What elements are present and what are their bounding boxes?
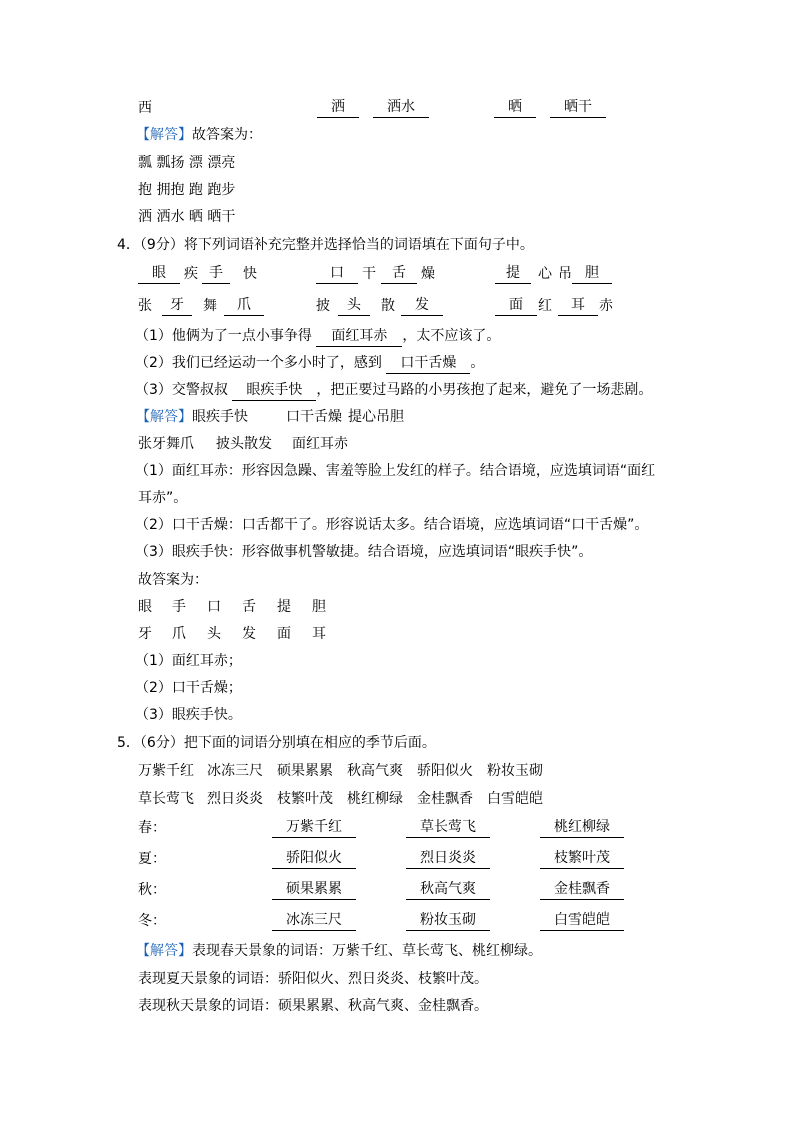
q4-explanation-1b: 耳赤”。 xyxy=(138,490,188,506)
q4-final-sentence-1: （1）面红耳赤； xyxy=(135,653,242,669)
q3-answer-row-2: 抱 拥抱 跑 跑步 xyxy=(138,182,236,198)
idiom-blank: 发 xyxy=(401,296,443,316)
q4-explanation-1a: （1）面红耳赤：形容因急躁、害羞等脸上发红的样子。结合语境，应选填词语“面红 xyxy=(135,463,656,479)
idiom-blank: 头 xyxy=(338,296,370,316)
q3-answer-row-3: 洒 洒水 晒 晒干 xyxy=(138,209,236,225)
sentence-blank: 口干舌燥 xyxy=(386,354,470,374)
q4-answer-row-1: 【解答】眼疾手快 口干舌燥 提心吊胆 xyxy=(136,409,404,425)
q5-answer-3: 表现秋天景象的词语：硕果累累、秋高气爽、金桂飘香。 xyxy=(138,998,488,1014)
idiom-blank: 面 xyxy=(495,296,537,316)
season-blank: 硕果累累 xyxy=(272,880,356,900)
sentence-blank: 眼疾手快 xyxy=(232,381,316,401)
idiom-blank: 舌 xyxy=(381,264,417,284)
q3-blank-4: 晒干 xyxy=(550,98,606,118)
season-blank: 冰冻三尺 xyxy=(272,911,356,931)
answer-label: 【解答】 xyxy=(136,127,192,143)
sentence-blank: 面红耳赤 xyxy=(316,327,402,347)
q4-final-sentence-3: （3）眼疾手快。 xyxy=(135,707,242,723)
q4-sentence-2: （2）我们已经运动一个多小时了，感到 口干舌燥 。 xyxy=(135,353,484,373)
answer-label: 【解答】 xyxy=(136,943,192,959)
idiom-blank: 眼 xyxy=(138,264,180,284)
q3-answer-heading: 【解答】故答案为： xyxy=(136,127,262,143)
q4-title: 4．（9分）将下列词语补充完整并选择恰当的词语填在下面句子中。 xyxy=(117,237,534,253)
q4-final-sentence-2: （2）口干舌燥； xyxy=(135,680,242,696)
q3-blank-3: 晒 xyxy=(494,98,536,118)
q5-answer-2: 表现夏天景象的词语：骄阳似火、烈日炎炎、枝繁叶茂。 xyxy=(138,971,488,987)
idiom-blank: 提 xyxy=(495,264,531,284)
season-blank: 枝繁叶茂 xyxy=(540,849,624,869)
idiom-blank: 手 xyxy=(202,264,230,284)
season-blank: 粉妆玉砌 xyxy=(406,911,490,931)
q4-sentence-3: （3）交警叔叔 眼疾手快 ，把正要过马路的小男孩抱了起来，避免了一场悲剧。 xyxy=(135,380,652,400)
season-blank: 烈日炎炎 xyxy=(406,849,490,869)
idiom-blank: 口 xyxy=(316,264,358,284)
season-blank: 万紫千红 xyxy=(272,818,356,838)
season-blank: 桃红柳绿 xyxy=(540,818,624,838)
q4-explanation-2: （2）口干舌燥：口舌都干了。形容说话太多。结合语境，应选填词语“口干舌燥”。 xyxy=(135,517,649,533)
q3-blank-2: 洒水 xyxy=(373,98,429,118)
q4-final-intro: 故答案为： xyxy=(138,572,208,588)
season-blank: 白雪皑皑 xyxy=(540,911,624,931)
idiom-blank: 爪 xyxy=(224,296,264,316)
answer-label: 【解答】 xyxy=(136,409,192,425)
season-blank: 草长莺飞 xyxy=(406,818,490,838)
q5-title: 5．（6分）把下面的词语分别填在相应的季节后面。 xyxy=(117,735,436,751)
q3-char: 西 xyxy=(138,100,152,116)
q3-answer-row-1: 瓢 瓢扬 漂 漂亮 xyxy=(138,155,236,171)
idiom-blank: 耳 xyxy=(558,296,598,316)
q4-explanation-3: （3）眼疾手快：形容做事机警敏捷。结合语境，应选填词语“眼疾手快”。 xyxy=(135,544,593,560)
q5-answer-1: 【解答】表现春天景象的词语：万紫千红、草长莺飞、桃红柳绿。 xyxy=(136,943,542,959)
q3-blank-1: 洒 xyxy=(317,98,359,118)
idiom-blank: 牙 xyxy=(162,296,192,316)
season-blank: 秋高气爽 xyxy=(406,880,490,900)
season-blank: 骄阳似火 xyxy=(272,849,356,869)
q4-sentence-1: （1）他俩为了一点小事争得 面红耳赤 ，太不应该了。 xyxy=(135,326,500,346)
idiom-blank: 胆 xyxy=(572,264,612,284)
q4-answer-row-2: 张牙舞爪 披头散发 面红耳赤 xyxy=(138,436,348,452)
season-blank: 金桂飘香 xyxy=(540,880,624,900)
